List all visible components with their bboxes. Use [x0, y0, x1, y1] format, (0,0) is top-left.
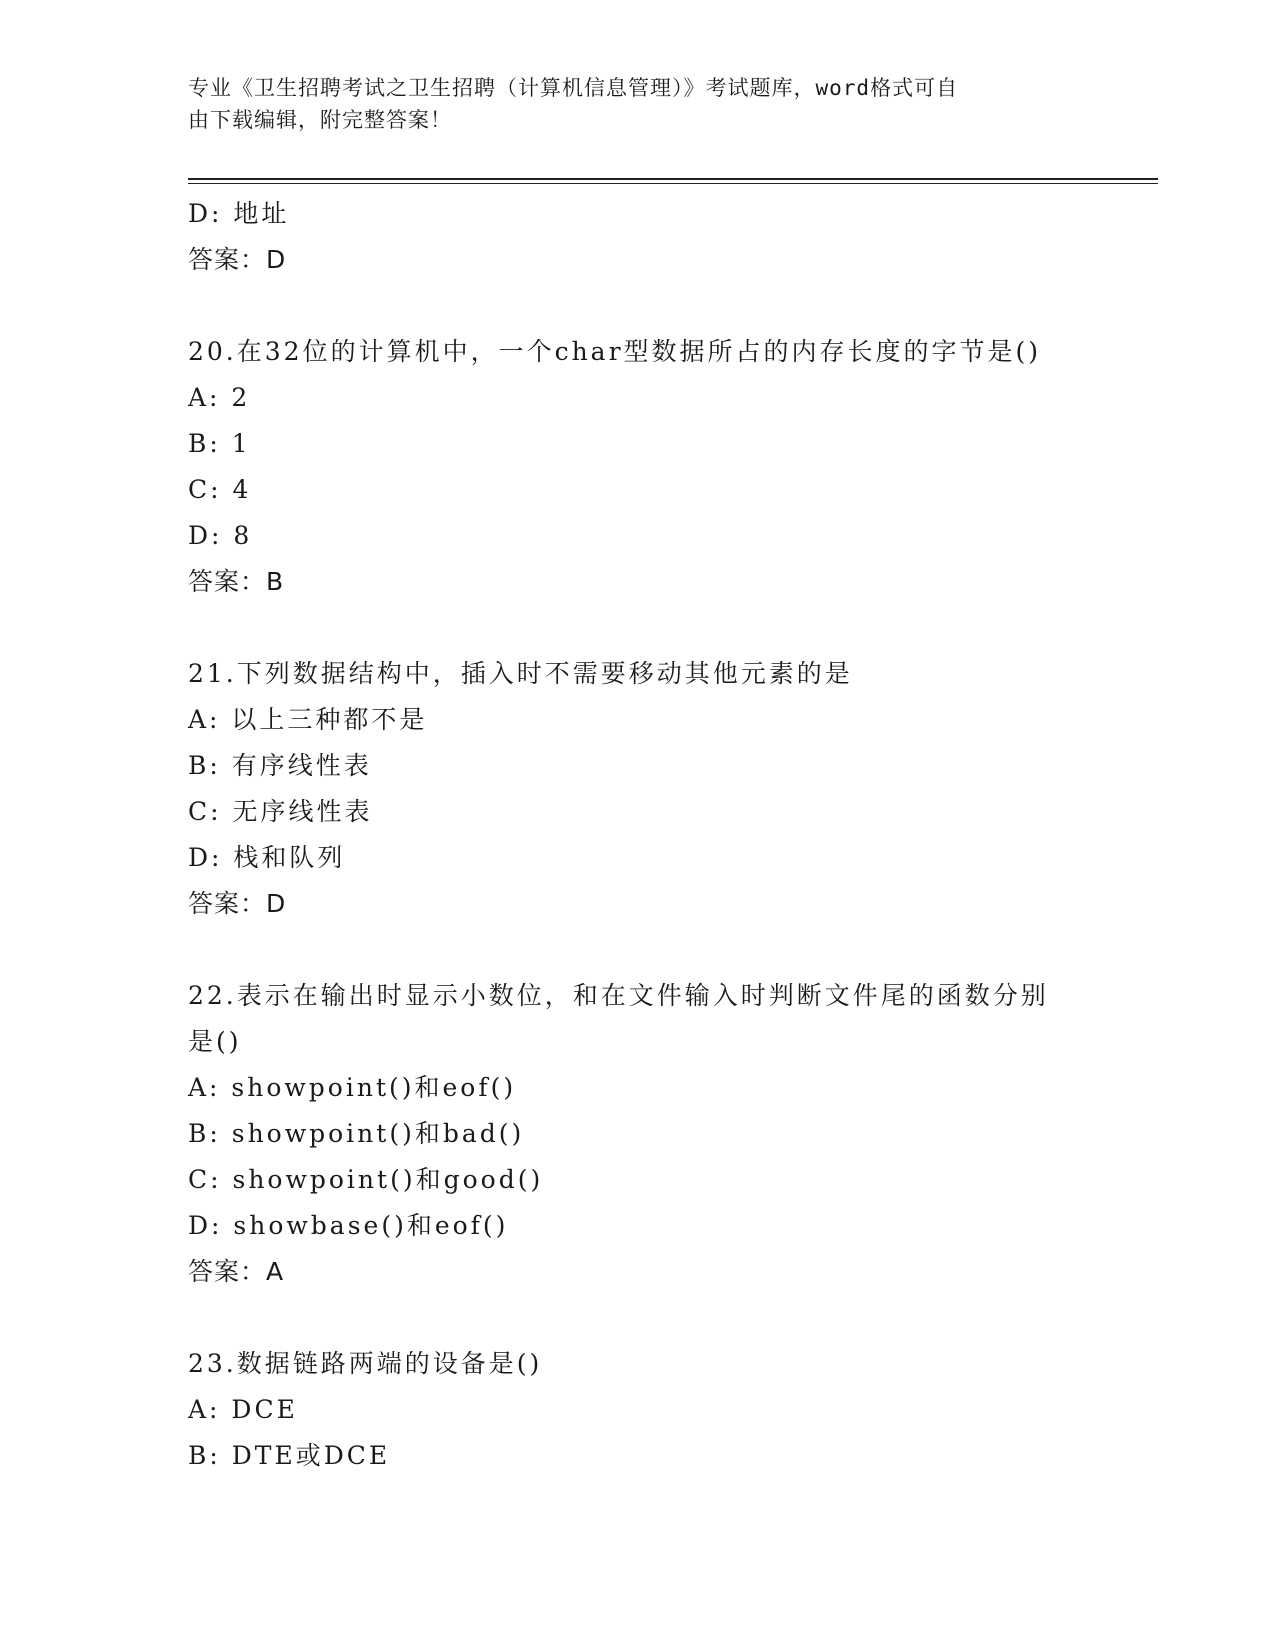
- answer-line: 答案：D: [188, 245, 287, 274]
- question-block-21: [188, 651, 1088, 927]
- option-a: A: DCE: [188, 1395, 298, 1424]
- question-stem: 20.在32位的计算机中，一个char型数据所占的内存长度的字节是(): [188, 337, 1042, 366]
- answer-line: 答案：A: [188, 1257, 285, 1286]
- option-d: D: showbase()和eof(): [188, 1211, 509, 1240]
- header-divider-thick: [188, 178, 1158, 180]
- header-divider-thin: [188, 183, 1158, 184]
- option-a: A: showpoint()和eof(): [188, 1073, 517, 1102]
- option-b: B: 有序线性表: [188, 751, 372, 780]
- option-b: B: DTE或DCE: [188, 1441, 391, 1470]
- option-b: B: 1: [188, 429, 251, 458]
- question-block-prev: [188, 191, 1088, 283]
- question-stem: 21.下列数据结构中，插入时不需要移动其他元素的是: [188, 659, 853, 688]
- option-a: A: 以上三种都不是: [188, 705, 428, 734]
- question-stem: 23.数据链路两端的设备是(): [188, 1349, 543, 1378]
- document-header: [188, 72, 1068, 136]
- header-line-2: 由下载编辑，附完整答案！: [188, 108, 452, 132]
- option-d: D: 栈和队列: [188, 843, 346, 872]
- question-stem-line-2: 是(): [188, 1027, 242, 1056]
- question-list: [188, 191, 1088, 1479]
- option-d: D: 地址: [188, 199, 290, 228]
- option-c: C: 4: [188, 475, 252, 504]
- question-block-20: [188, 329, 1088, 605]
- option-d: D: 8: [188, 521, 253, 550]
- question-block-23: [188, 1341, 1088, 1479]
- option-a: A: 2: [188, 383, 251, 412]
- answer-line: 答案：D: [188, 889, 287, 918]
- question-block-22: [188, 973, 1088, 1295]
- question-stem-line-1: 22.表示在输出时显示小数位，和在文件输入时判断文件尾的函数分别: [188, 981, 1049, 1010]
- option-c: C: 无序线性表: [188, 797, 373, 826]
- header-line-1: 专业《卫生招聘考试之卫生招聘（计算机信息管理）》考试题库，word格式可自: [188, 76, 959, 100]
- option-c: C: showpoint()和good(): [188, 1165, 544, 1194]
- option-b: B: showpoint()和bad(): [188, 1119, 525, 1148]
- answer-line: 答案：B: [188, 567, 285, 596]
